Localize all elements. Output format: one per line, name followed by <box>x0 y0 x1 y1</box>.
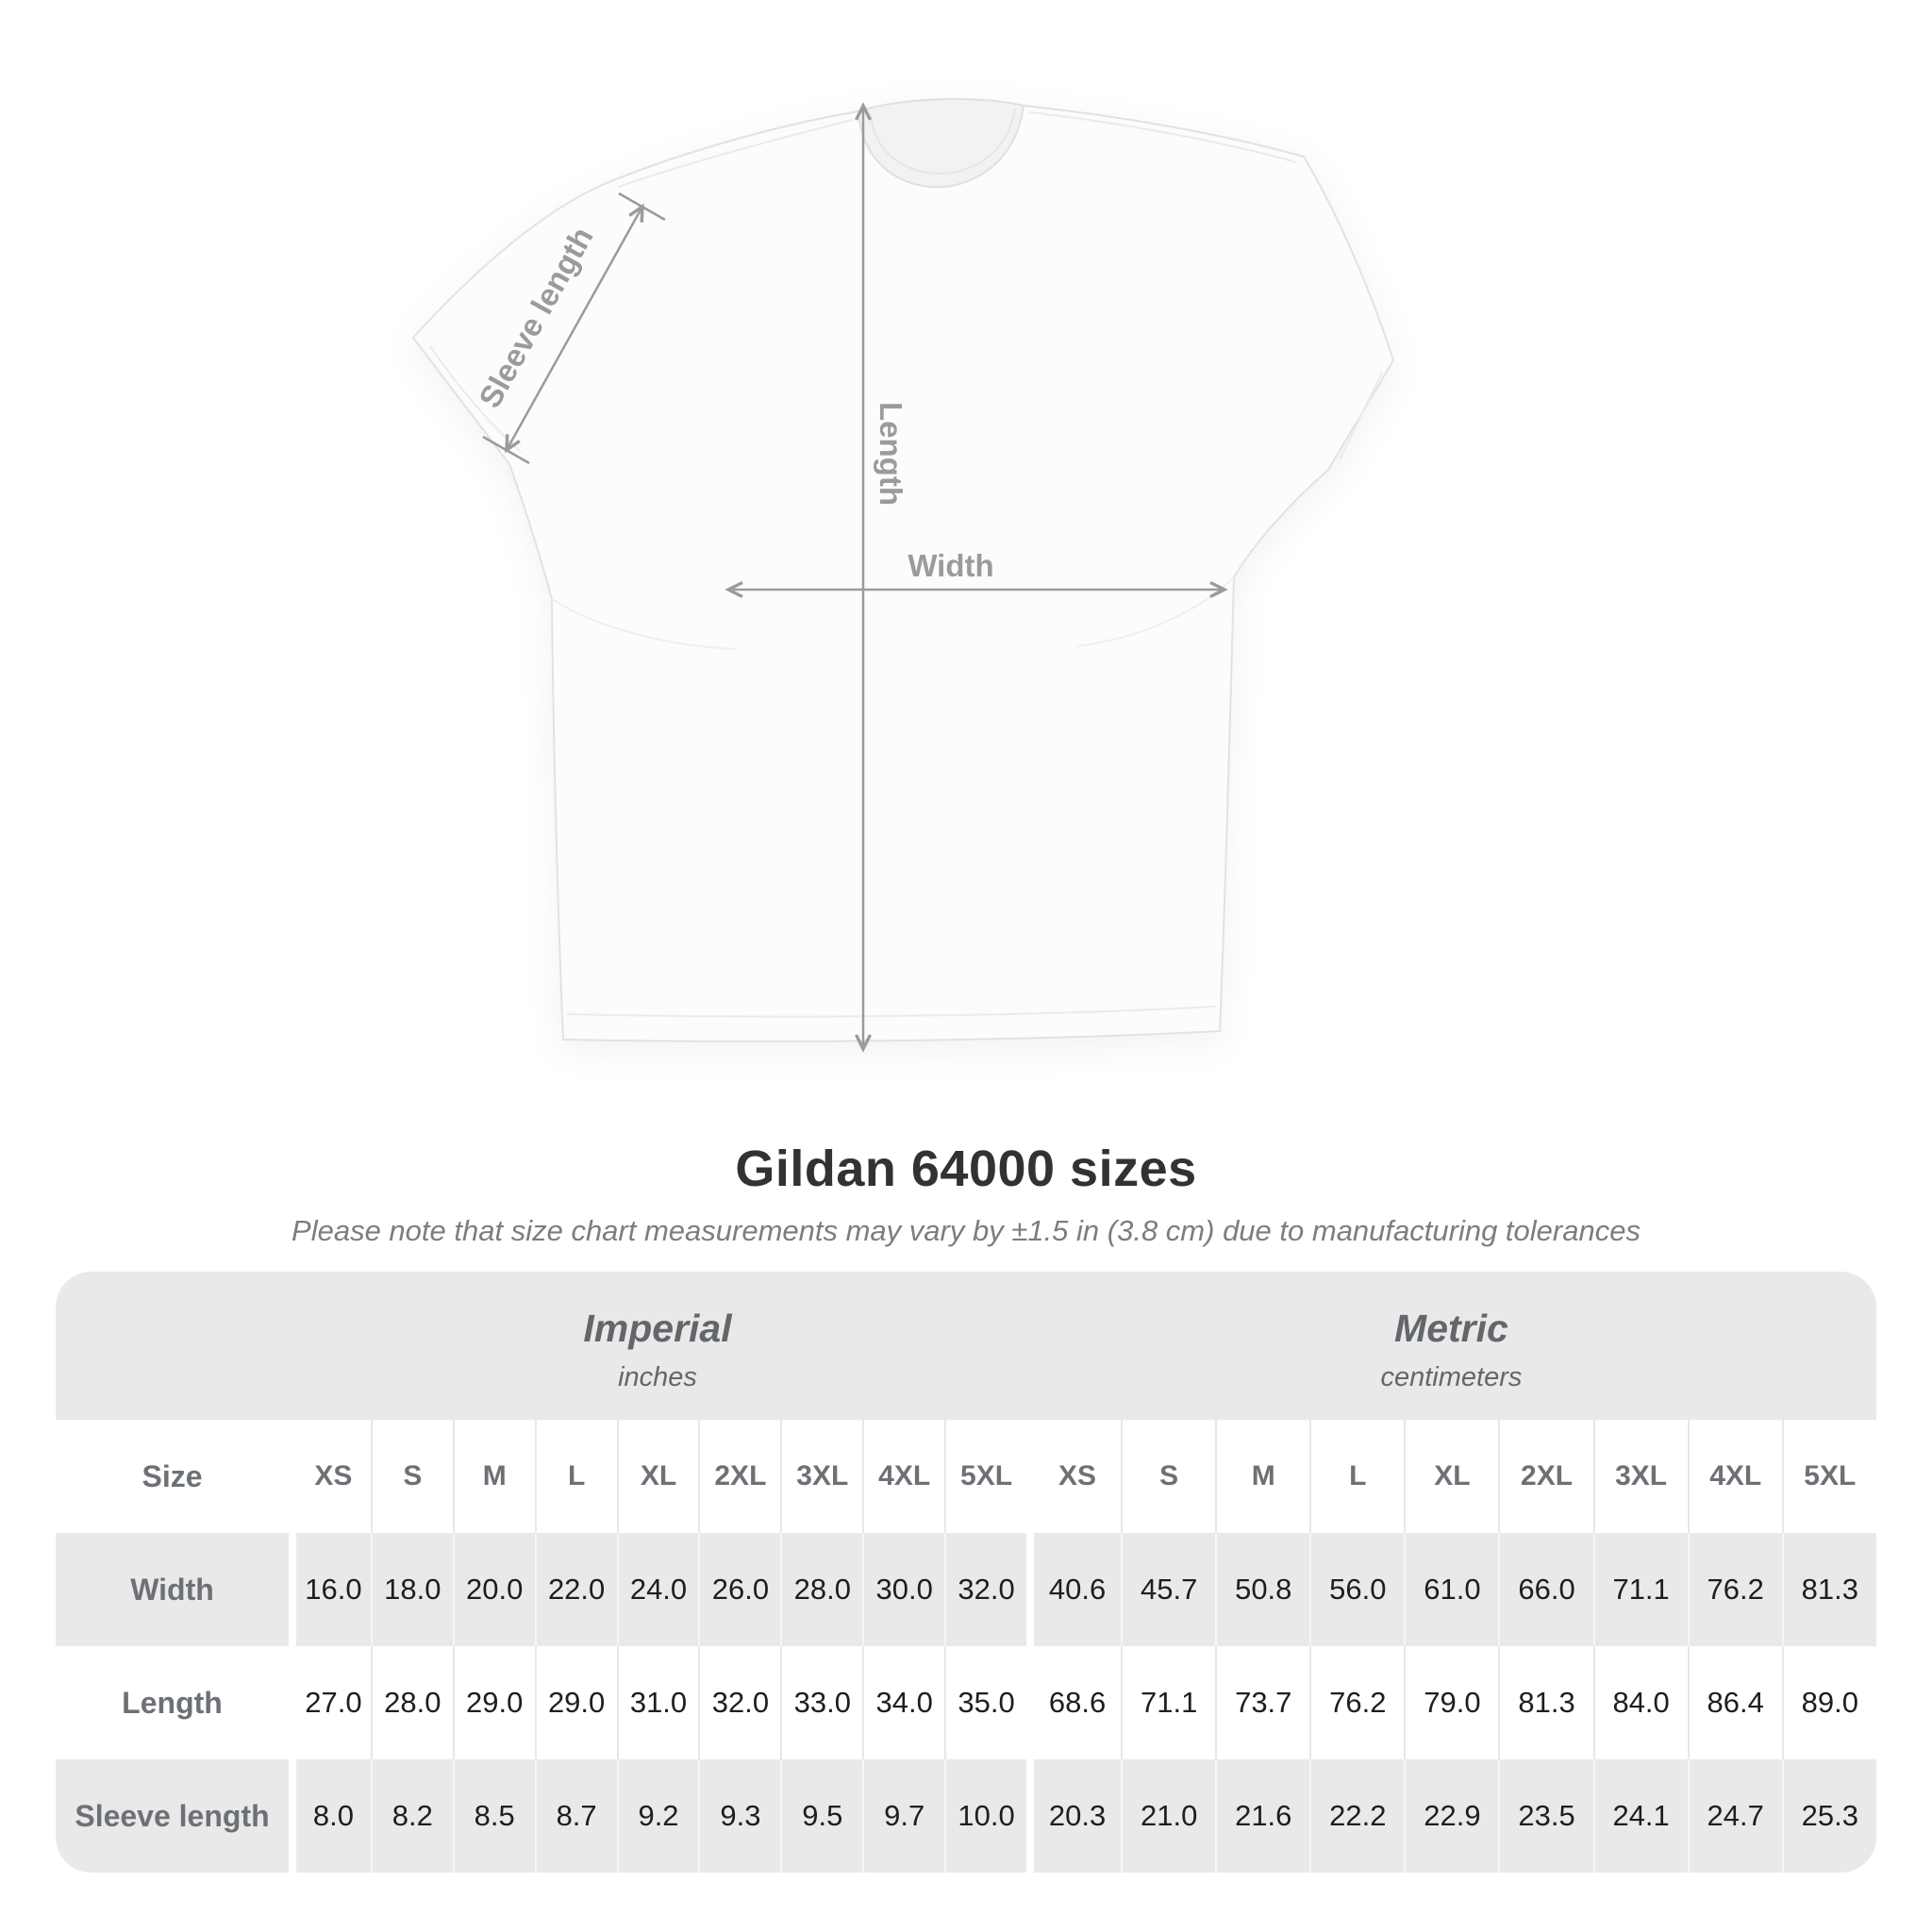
width-metric-cell: 61.0 <box>1404 1533 1498 1646</box>
width-imperial-cell: 20.0 <box>453 1533 535 1646</box>
row-label-width: Width <box>130 1572 214 1607</box>
width-metric-cell: 66.0 <box>1498 1533 1592 1646</box>
width-metric-cell: 81.3 <box>1782 1533 1876 1646</box>
width-metric-cell: 56.0 <box>1309 1533 1404 1646</box>
imperial-group-unit: inches <box>618 1361 697 1392</box>
length-metric-cell: 79.0 <box>1404 1646 1498 1759</box>
metric-group-header <box>1026 1272 1876 1420</box>
length-imperial-cell: 28.0 <box>371 1646 453 1759</box>
length-metric-cell: 89.0 <box>1782 1646 1876 1759</box>
length-imperial-cell: 29.0 <box>535 1646 617 1759</box>
metric-size-header-m: M <box>1215 1420 1309 1533</box>
sleeve-imperial-cell: 9.2 <box>617 1759 699 1873</box>
sleeve-imperial-cell: 9.5 <box>780 1759 862 1873</box>
sleeve-metric-cell: 23.5 <box>1498 1759 1592 1873</box>
row-label-length: Length <box>56 1646 289 1759</box>
sleeve-imperial-cell: 9.3 <box>698 1759 780 1873</box>
sleeve-imperial-cell: 8.2 <box>371 1759 453 1873</box>
length-metric-cell: 73.7 <box>1215 1646 1309 1759</box>
width-imperial-cell: 30.0 <box>862 1533 944 1646</box>
tshirt-measurement-diagram <box>358 52 1415 1108</box>
width-label: Width <box>908 548 994 583</box>
width-imperial-cell: 28.0 <box>780 1533 862 1646</box>
width-metric-cell: 71.1 <box>1593 1533 1688 1646</box>
width-imperial-cell: 32.0 <box>944 1533 1026 1646</box>
length-imperial-cell: 32.0 <box>698 1646 780 1759</box>
metric-size-header-5xl: 5XL <box>1782 1420 1876 1533</box>
sleeve-metric-cell: 22.9 <box>1404 1759 1498 1873</box>
sleeve-metric-cell: 24.7 <box>1688 1759 1782 1873</box>
tolerance-note: Please note that size chart measurements may vary by ±1.5 in (3.8 cm) due to manufacturing tolerances <box>291 1214 1641 1247</box>
imperial-group-title: Imperial <box>583 1306 732 1350</box>
sleeve-imperial-cell: 8.5 <box>453 1759 535 1873</box>
imperial-group-header <box>289 1272 1026 1420</box>
sleeve-metric-cell: 20.3 <box>1026 1759 1121 1873</box>
sleeve-metric-cell: 25.3 <box>1782 1759 1876 1873</box>
sleeve-imperial-cell: 8.7 <box>535 1759 617 1873</box>
width-metric-cell: 40.6 <box>1026 1533 1121 1646</box>
imperial-size-header-4xl: 4XL <box>862 1420 944 1533</box>
length-label: Length <box>874 402 908 506</box>
imperial-size-header-5xl: 5XL <box>944 1420 1026 1533</box>
imperial-size-header-xl: XL <box>617 1420 699 1533</box>
sleeve-imperial-cell: 9.7 <box>862 1759 944 1873</box>
width-metric-cell: 50.8 <box>1215 1533 1309 1646</box>
imperial-size-header-s: S <box>371 1420 453 1533</box>
imperial-size-header-xs: XS <box>289 1420 371 1533</box>
sleeve-imperial-cell: 10.0 <box>944 1759 1026 1873</box>
length-metric-cell: 68.6 <box>1026 1646 1121 1759</box>
metric-size-header-l: L <box>1309 1420 1404 1533</box>
width-imperial-cell: 22.0 <box>535 1533 617 1646</box>
metric-size-header-3xl: 3XL <box>1593 1420 1688 1533</box>
size-header-label: Size <box>56 1420 289 1533</box>
length-imperial-cell: 27.0 <box>289 1646 371 1759</box>
tshirt-illustration <box>358 52 1415 1108</box>
imperial-size-header-2xl: 2XL <box>698 1420 780 1533</box>
length-imperial-cell: 31.0 <box>617 1646 699 1759</box>
imperial-size-header-3xl: 3XL <box>780 1420 862 1533</box>
size-chart-table <box>56 1272 1876 1873</box>
sleeve-imperial-cell: 8.0 <box>289 1759 371 1873</box>
metric-group-title: Metric <box>1394 1306 1508 1350</box>
sleeve-metric-cell: 22.2 <box>1309 1759 1404 1873</box>
width-imperial-cell: 18.0 <box>371 1533 453 1646</box>
page-title: Gildan 64000 sizes <box>735 1141 1197 1197</box>
metric-group-unit: centimeters <box>1380 1361 1523 1392</box>
sleeve-metric-cell: 21.0 <box>1121 1759 1215 1873</box>
row-label-sleeve-length: Sleeve length <box>75 1798 270 1833</box>
length-imperial-cell: 33.0 <box>780 1646 862 1759</box>
metric-size-header-s: S <box>1121 1420 1215 1533</box>
width-imperial-cell: 24.0 <box>617 1533 699 1646</box>
metric-size-header-2xl: 2XL <box>1498 1420 1592 1533</box>
width-imperial-cell: 26.0 <box>698 1533 780 1646</box>
metric-size-header-xs: XS <box>1026 1420 1121 1533</box>
imperial-size-header-m: M <box>453 1420 535 1533</box>
sleeve-metric-cell: 21.6 <box>1215 1759 1309 1873</box>
metric-size-header-4xl: 4XL <box>1688 1420 1782 1533</box>
length-metric-cell: 84.0 <box>1593 1646 1688 1759</box>
sleeve-length-label: Sleeve length <box>472 221 600 414</box>
length-imperial-cell: 35.0 <box>944 1646 1026 1759</box>
sleeve-metric-cell: 24.1 <box>1593 1759 1688 1873</box>
metric-size-header-xl: XL <box>1404 1420 1498 1533</box>
width-imperial-cell: 16.0 <box>289 1533 371 1646</box>
imperial-size-header-l: L <box>535 1420 617 1533</box>
table-corner <box>56 1272 289 1420</box>
length-imperial-cell: 34.0 <box>862 1646 944 1759</box>
width-metric-cell: 45.7 <box>1121 1533 1215 1646</box>
length-metric-cell: 76.2 <box>1309 1646 1404 1759</box>
length-metric-cell: 81.3 <box>1498 1646 1592 1759</box>
length-imperial-cell: 29.0 <box>453 1646 535 1759</box>
length-metric-cell: 71.1 <box>1121 1646 1215 1759</box>
length-metric-cell: 86.4 <box>1688 1646 1782 1759</box>
width-metric-cell: 76.2 <box>1688 1533 1782 1646</box>
